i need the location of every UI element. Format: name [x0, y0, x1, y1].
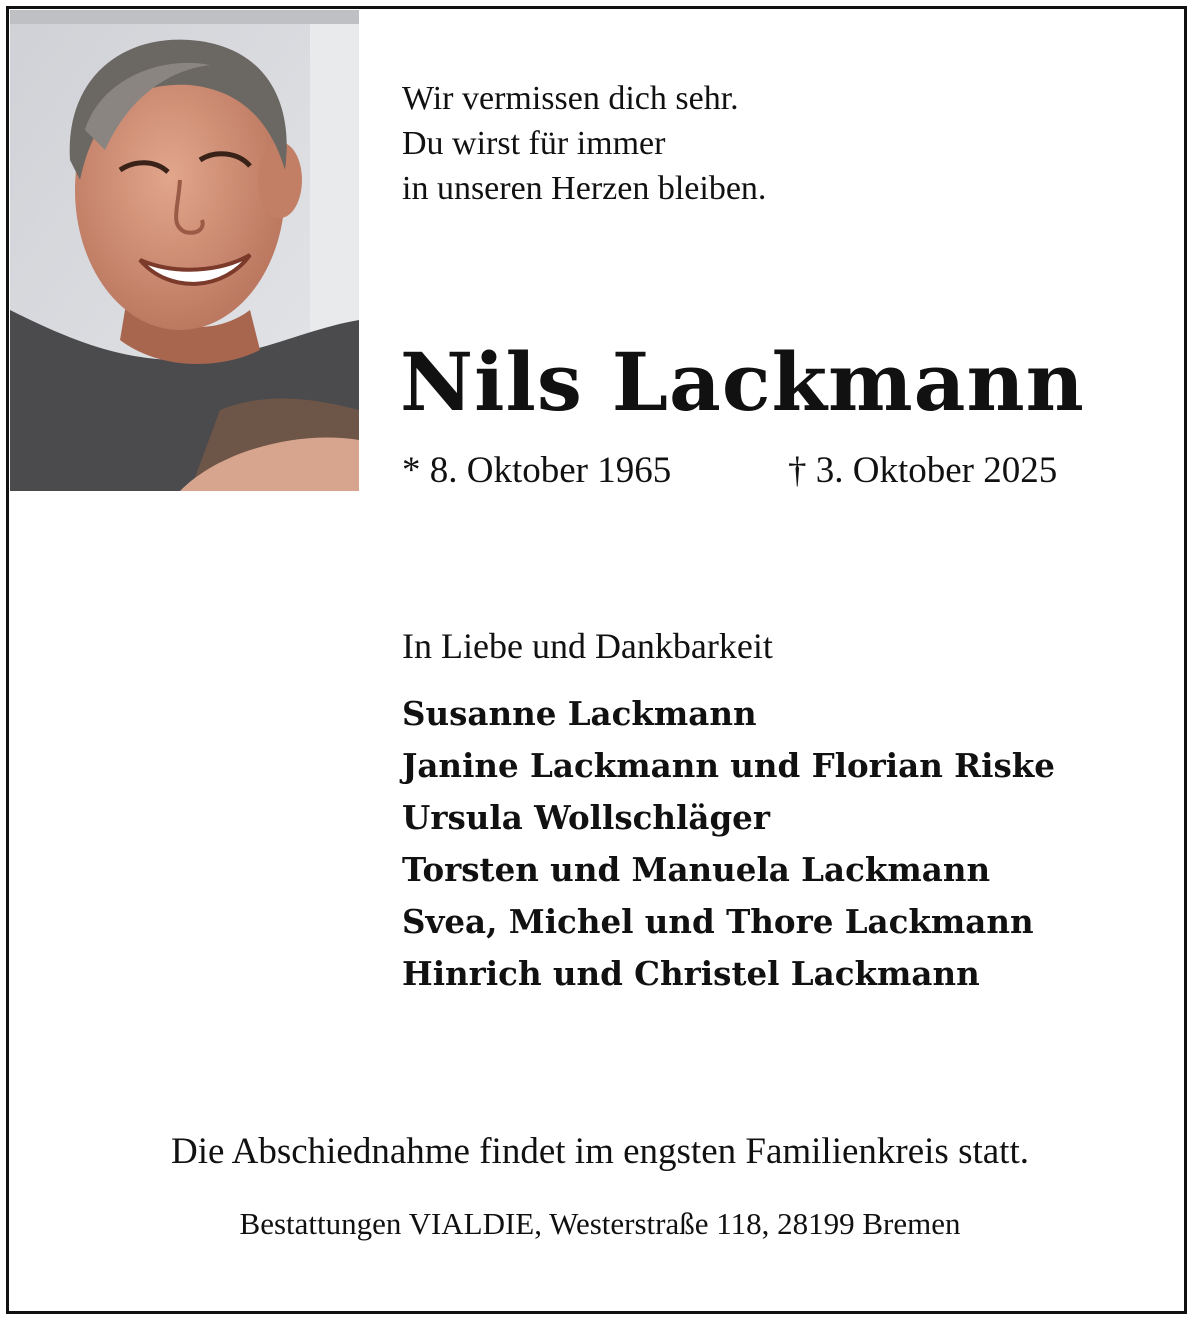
mourner-name: Janine Lackmann und Florian Riske	[402, 746, 1055, 785]
mourner-name: Hinrich und Christel Lackmann	[402, 954, 980, 993]
gratitude-line: In Liebe und Dankbarkeit	[402, 626, 773, 666]
mourner-name: Svea, Michel und Thore Lackmann	[402, 902, 1034, 941]
deceased-name: Nils Lackmann	[400, 335, 1085, 429]
quote-line: Wir vermissen dich sehr.	[402, 80, 739, 117]
mourner-name: Susanne Lackmann	[402, 694, 757, 733]
mourner-name: Ursula Wollschläger	[402, 798, 770, 837]
mourner-name: Torsten und Manuela Lackmann	[402, 850, 991, 889]
mourners-list	[402, 688, 1055, 1000]
portrait-photo	[10, 10, 359, 491]
farewell-notice: Die Abschiednahme findet im engsten Familienkreis statt.	[170, 1131, 1029, 1172]
undertaker-address: Bestattungen VIALDIE, Westerstraße 118, 28199 Bremen	[239, 1206, 961, 1241]
death-date: † 3. Oktober 2025	[788, 450, 1058, 491]
quote-line: Du wirst für immer	[402, 125, 666, 162]
birth-date: * 8. Oktober 1965	[402, 450, 672, 491]
memorial-quote	[402, 76, 1162, 211]
quote-line: in unseren Herzen bleiben.	[402, 170, 767, 207]
